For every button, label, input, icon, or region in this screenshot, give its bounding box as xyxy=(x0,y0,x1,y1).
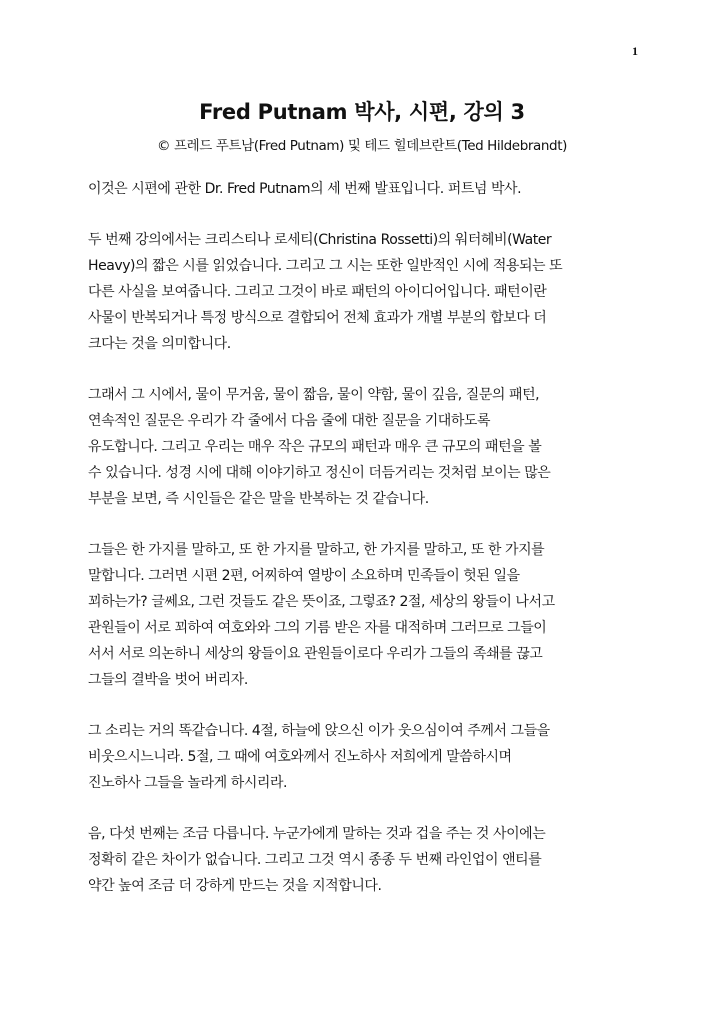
page-number: 1 xyxy=(632,44,638,58)
paragraph-3: 그래서 그 시에서, 물이 무거움, 물이 짧음, 물이 약함, 물이 깊음, 질문의 패턴, 연속적인 질문은 우리가 각 줄에서 다음 줄에 대한 질문을 기대하도록 유도합니다. 그리고 우리는 매우 작은 규모의 패턴과 매우 큰 규모의 패턴을 볼 수 있습니다. 성경 시에 대해 이야기하고 정신이 더듬거리는 것처럼 보이는 많은 부분을 보면, 즉 시인들은 같은 말을 반복하는 것 같습니다. xyxy=(88,387,551,507)
page-title: Fred Putnam 박사, 시편, 강의 3 xyxy=(199,100,525,124)
paragraph-6: 음, 다섯 번째는 조금 다릅니다. 누군가에게 말하는 것과 겁을 주는 것 사이에는 정확히 같은 차이가 없습니다. 그리고 그것 역시 종종 두 번째 라인업이 앤티를 약간 높여 조금 더 강하게 만드는 것을 지적합니다. xyxy=(88,826,546,894)
paragraph-5: 그 소리는 거의 똑같습니다. 4절, 하늘에 앉으신 이가 웃으심이여 주께서 그들을 비웃으시느니라. 5절, 그 때에 여호와께서 진노하사 저희에게 말씀하시며 진노하사 그들을 놀라게 하시리라. xyxy=(88,723,550,791)
paragraph-1: 이것은 시편에 관한 Dr. Fred Putnam의 세 번째 발표입니다. 퍼트넘 박사. xyxy=(88,181,522,197)
body-text xyxy=(88,176,640,924)
copyright-line: © 프레드 푸트남(Fred Putnam) 및 테드 힐데브란트(Ted Hildebrandt) xyxy=(157,138,567,154)
paragraph-2: 두 번째 강의에서는 크리스티나 로세티(Christina Rossetti)의 워터헤비(Water Heavy)의 짧은 시를 읽었습니다. 그리고 그 시는 또한 일반적인 시에 적용되는 또 다른 사실을 보여줍니다. 그리고 그것이 바로 패턴의 아이디어입니다. 패턴이란 사물이 반복되거나 특정 방식으로 결합되어 전체 효과가 개별 부분의 합보다 더 크다는 것을 의미합니다. xyxy=(88,232,563,352)
paragraph-4: 그들은 한 가지를 말하고, 또 한 가지를 말하고, 한 가지를 말하고, 또 한 가지를 말합니다. 그러면 시편 2편, 어찌하여 열방이 소요하며 민족들이 헛된 일을 꾀하는가? 글쎄요, 그런 것들도 같은 뜻이죠, 그렇죠? 2절, 세상의 왕들이 나서고 관원들이 서로 꾀하여 여호와와 그의 기름 받은 자를 대적하며 그러므로 그들이 서서 서로 의논하니 세상의 왕들이요 관원들이로다 우리가 그들의 족쇄를 끊고 그들의 결박을 벗어 버리자. xyxy=(88,542,555,688)
